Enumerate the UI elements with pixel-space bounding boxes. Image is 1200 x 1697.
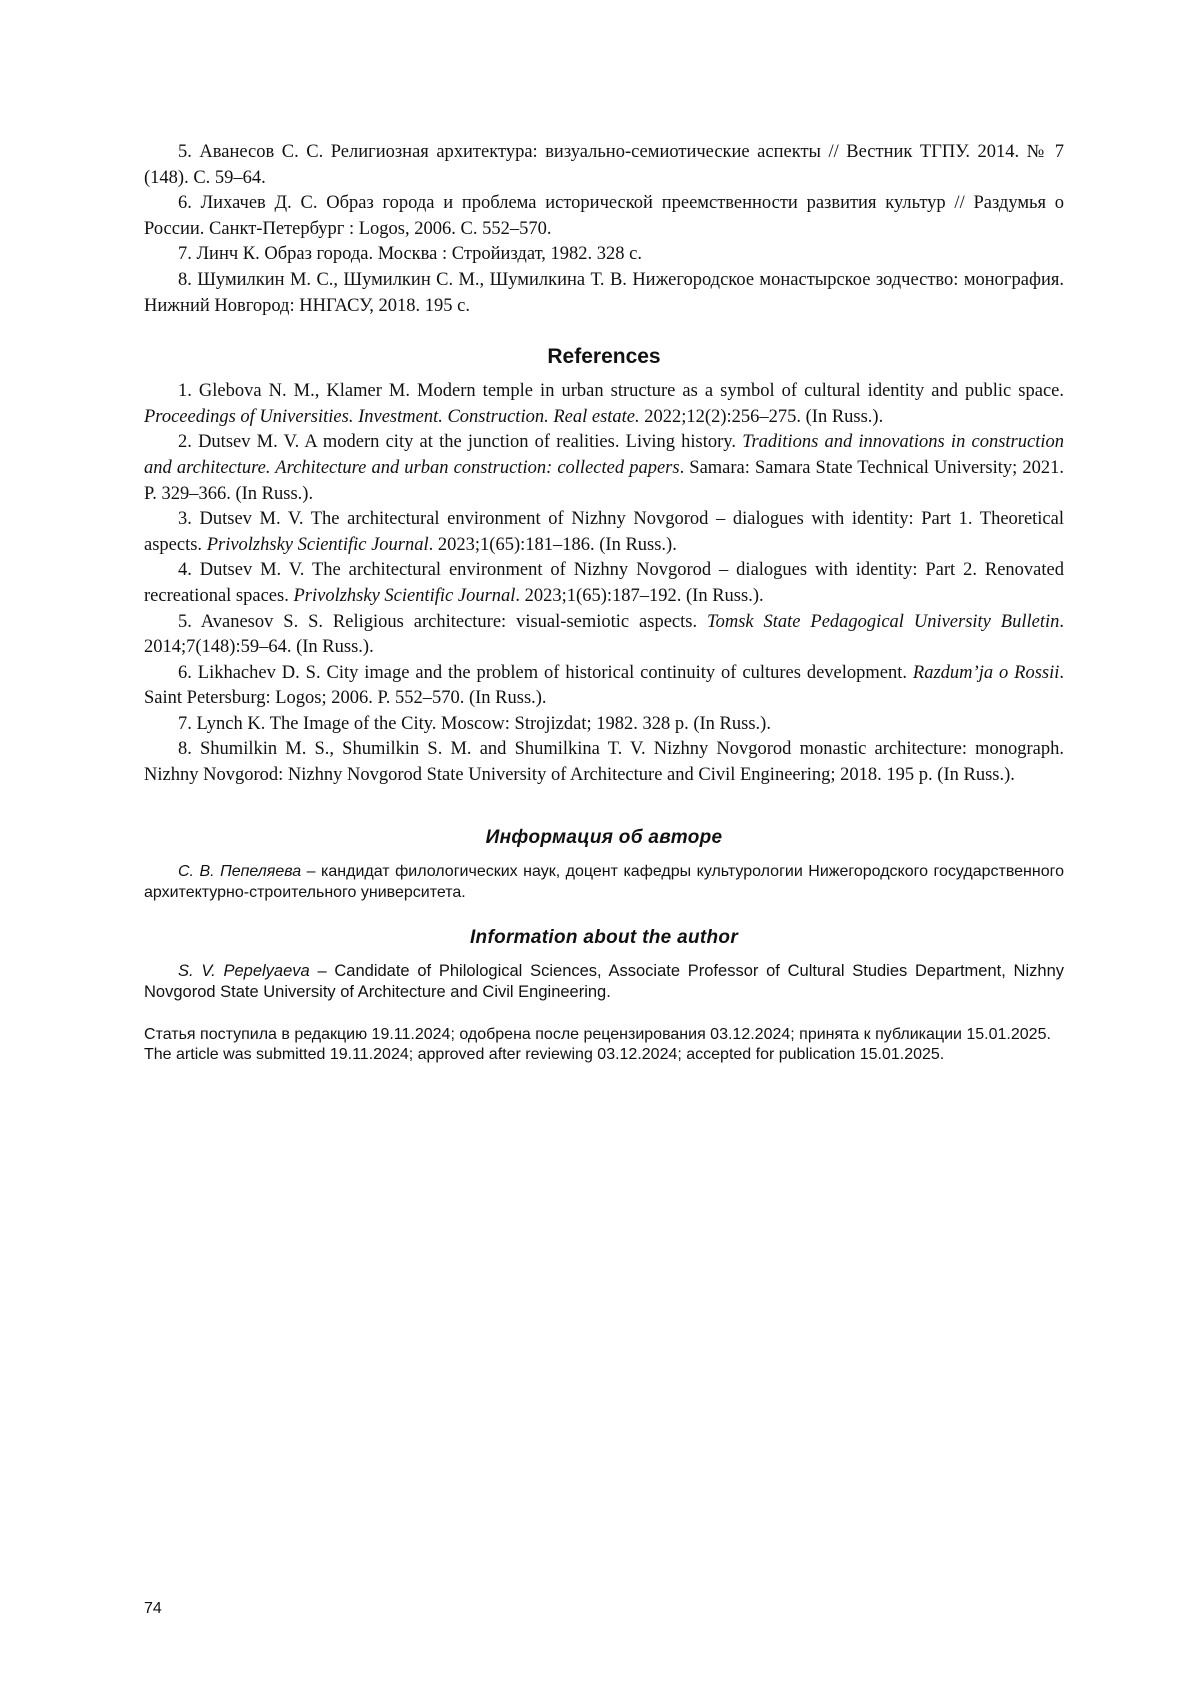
page-content: [144, 140, 1064, 1065]
author-info-heading-ru: Информация об авторе: [144, 827, 1064, 849]
author-info-heading-en: Information about the author: [144, 927, 1064, 949]
author-info-ru: С. В. Пепеляева – кандидат филологических наук, доцент кафедры культурологии Нижегородского государственного архитектурно-строительного университета.: [144, 861, 1064, 903]
english-reference-list: [144, 379, 1064, 789]
author-name-en: S. V. Pepelyaeva: [178, 962, 310, 980]
russian-reference-list: [144, 140, 1064, 319]
ru-reference-5: 5. Аванесов С. С. Религиозная архитектура: визуально-семиотические аспекты // Вестник ТГПУ. 2014. № 7 (148). С. 59–64.: [144, 140, 1064, 191]
reference-item-3: 3. Dutsev M. V. The architectural environment of Nizhny Novgorod – dialogues with identity: Part 1. Theoretical aspects. Privolzhsky Scientific Journal. 2023;1(65):181–186. (In Russ.).: [144, 507, 1064, 558]
ru-reference-6: 6. Лихачев Д. С. Образ города и проблема исторической преемственности развития культур // Раздумья о России. Санкт-Петербург : Logos, 2006. С. 552–570.: [144, 191, 1064, 242]
reference-item-4: 4. Dutsev M. V. The architectural environment of Nizhny Novgorod – dialogues with identity: Part 2. Renovated recreational spaces. Privolzhsky Scientific Journal. 2023;1(65):187–192. (In Russ.).: [144, 558, 1064, 609]
reference-item-1: 1. Glebova N. M., Klamer M. Modern temple in urban structure as a symbol of cultural identity and public space. Proceedings of Universities. Investment. Construction. Real estate. 2022;12(2):256–275. (In Russ.).: [144, 379, 1064, 430]
references-heading: References: [144, 345, 1064, 369]
ru-reference-8: 8. Шумилкин М. С., Шумилкин С. М., Шумилкина Т. В. Нижегородское монастырское зодчество: монография. Нижний Новгород: ННГАСУ, 2018. 195 с.: [144, 268, 1064, 319]
reference-item-8: 8. Shumilkin M. S., Shumilkin S. M. and Shumilkina T. V. Nizhny Novgorod monastic architecture: monograph. Nizhny Novgorod: Nizhny Novgorod State University of Architecture and Civil Engineering; 2018. 195 p. (In Russ.).: [144, 737, 1064, 788]
reference-item-5: 5. Avanesov S. S. Religious architecture: visual-semiotic aspects. Tomsk State Pedagogical University Bulletin. 2014;7(148):59–64. (In Russ.).: [144, 610, 1064, 661]
ru-reference-7: 7. Линч К. Образ города. Москва : Стройиздат, 1982. 328 с.: [144, 242, 1064, 268]
author-name-ru: С. В. Пепеляева: [178, 863, 301, 880]
author-info-en: S. V. Pepelyaeva – Candidate of Philological Sciences, Associate Professor of Cultural Studies Department, Nizhny Novgorod State University of Architecture and Civil Engineering.: [144, 961, 1064, 1003]
reference-item-6: 6. Likhachev D. S. City image and the problem of historical continuity of cultures development. Razdum’ja o Rossii. Saint Petersburg: Logos; 2006. P. 552–570. (In Russ.).: [144, 661, 1064, 712]
page-number: 74: [144, 1600, 162, 1618]
reference-item-7: 7. Lynch K. The Image of the City. Moscow: Strojizdat; 1982. 328 p. (In Russ.).: [144, 712, 1064, 738]
submission-dates-ru: Статья поступила в редакцию 19.11.2024; одобрена после рецензирования 03.12.2024; принята к публикации 15.01.2025.: [144, 1025, 1064, 1045]
reference-item-2: 2. Dutsev M. V. A modern city at the junction of realities. Living history. Traditions and innovations in construction and architecture. Architecture and urban construction: collected papers. Samara: Samara State Technical University; 2021. P. 329–366. (In Russ.).: [144, 430, 1064, 507]
submission-dates-en: The article was submitted 19.11.2024; approved after reviewing 03.12.2024; accepted for publication 15.01.2025.: [144, 1045, 1064, 1065]
